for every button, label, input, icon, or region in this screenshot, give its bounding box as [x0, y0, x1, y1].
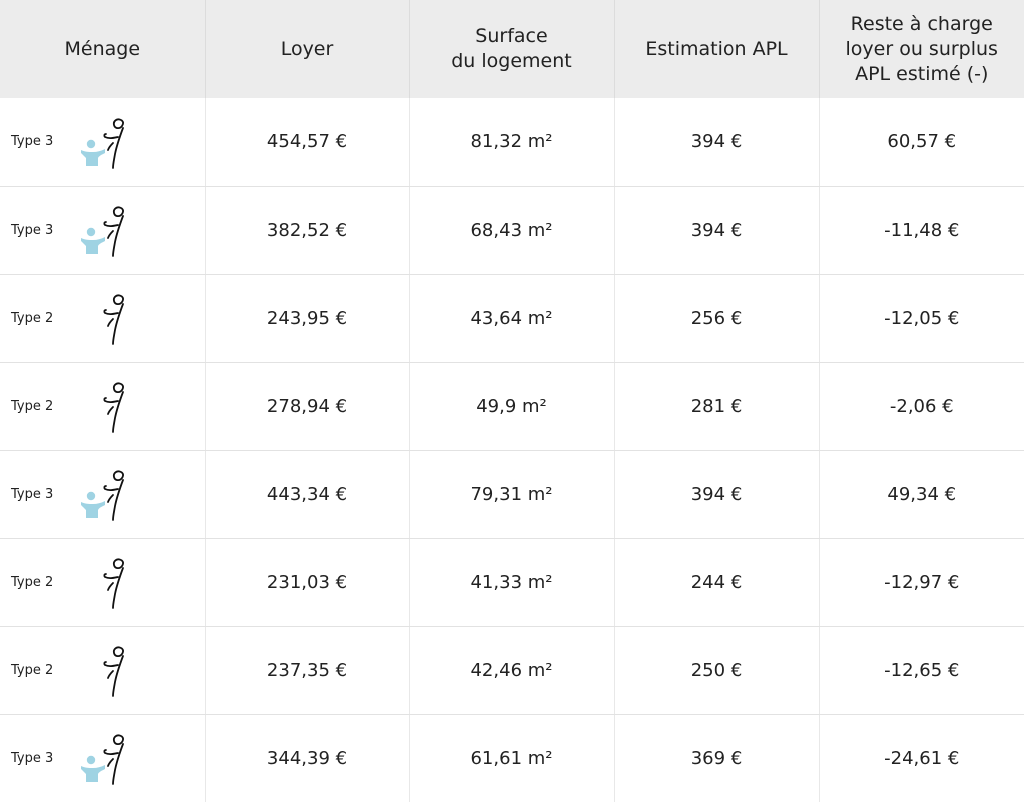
table-row	[0, 714, 1024, 802]
header-surface: Surface du logement	[409, 0, 614, 98]
surface-cell: 61,61 m²	[409, 714, 614, 802]
logement-type-label: Type 2	[11, 310, 54, 326]
logement-type-label: Type 3	[11, 486, 54, 502]
surface-cell: 42,46 m²	[409, 626, 614, 714]
adult-icon	[77, 378, 133, 434]
adult-icon	[77, 554, 133, 610]
loyer-cell: 382,52 €	[205, 186, 409, 274]
apl-cell: 394 €	[614, 186, 819, 274]
logement-type-label: Type 3	[11, 222, 54, 238]
apl-cell: 256 €	[614, 274, 819, 362]
surface-cell: 41,33 m²	[409, 538, 614, 626]
surface-cell: 79,31 m²	[409, 450, 614, 538]
apl-cell: 394 €	[614, 98, 819, 186]
table-row	[0, 626, 1024, 714]
surface-cell: 49,9 m²	[409, 362, 614, 450]
menage-cell	[0, 714, 205, 802]
menage-cell	[0, 274, 205, 362]
adult-with-child-icon	[77, 466, 133, 522]
apl-cell: 281 €	[614, 362, 819, 450]
reste-a-charge-cell: -2,06 €	[819, 362, 1024, 450]
surface-cell: 81,32 m²	[409, 98, 614, 186]
reste-a-charge-cell: -12,05 €	[819, 274, 1024, 362]
menage-cell	[0, 186, 205, 274]
surface-cell: 43,64 m²	[409, 274, 614, 362]
loyer-cell: 278,94 €	[205, 362, 409, 450]
table-row	[0, 98, 1024, 186]
table-row	[0, 186, 1024, 274]
reste-a-charge-cell: 60,57 €	[819, 98, 1024, 186]
surface-cell: 68,43 m²	[409, 186, 614, 274]
logement-type-label: Type 2	[11, 398, 54, 414]
reste-a-charge-cell: -12,65 €	[819, 626, 1024, 714]
apl-cell: 244 €	[614, 538, 819, 626]
table-row	[0, 450, 1024, 538]
apl-cell: 369 €	[614, 714, 819, 802]
header-menage: Ménage	[0, 0, 205, 98]
loyer-cell: 344,39 €	[205, 714, 409, 802]
menage-cell	[0, 362, 205, 450]
reste-a-charge-cell: -24,61 €	[884, 747, 960, 769]
menage-cell	[0, 626, 205, 714]
adult-icon	[77, 642, 133, 698]
menage-cell	[0, 538, 205, 626]
table-row	[0, 274, 1024, 362]
reste-a-charge-cell: 49,34 €	[819, 450, 1024, 538]
loyer-cell: 243,95 €	[205, 274, 409, 362]
logement-type-label: Type 2	[11, 574, 54, 590]
adult-with-child-icon	[77, 202, 133, 258]
adult-icon	[77, 290, 133, 346]
table-row	[0, 362, 1024, 450]
adult-with-child-icon	[77, 730, 133, 786]
header-reste-a-charge: Reste à charge loyer ou surplus APL estimé (-)	[819, 0, 1024, 98]
logement-type-label: Type 3	[11, 750, 54, 766]
apl-cell: 394 €	[614, 450, 819, 538]
header-estimation-apl: Estimation APL	[614, 0, 819, 98]
logement-type-label: Type 2	[11, 662, 54, 678]
adult-with-child-icon	[77, 114, 133, 170]
apl-cell: 250 €	[614, 626, 819, 714]
header-loyer: Loyer	[205, 0, 409, 98]
loyer-cell: 237,35 €	[205, 626, 409, 714]
menage-cell	[0, 450, 205, 538]
menage-cell	[0, 98, 205, 186]
reste-a-charge-cell: -12,97 €	[819, 538, 1024, 626]
loyer-cell: 454,57 €	[205, 98, 409, 186]
loyer-cell: 443,34 €	[205, 450, 409, 538]
table-header-row	[0, 0, 1024, 98]
table-row	[0, 538, 1024, 626]
loyer-cell: 231,03 €	[205, 538, 409, 626]
reste-a-charge-cell: -11,48 €	[819, 186, 1024, 274]
logement-type-label: Type 3	[11, 134, 54, 150]
